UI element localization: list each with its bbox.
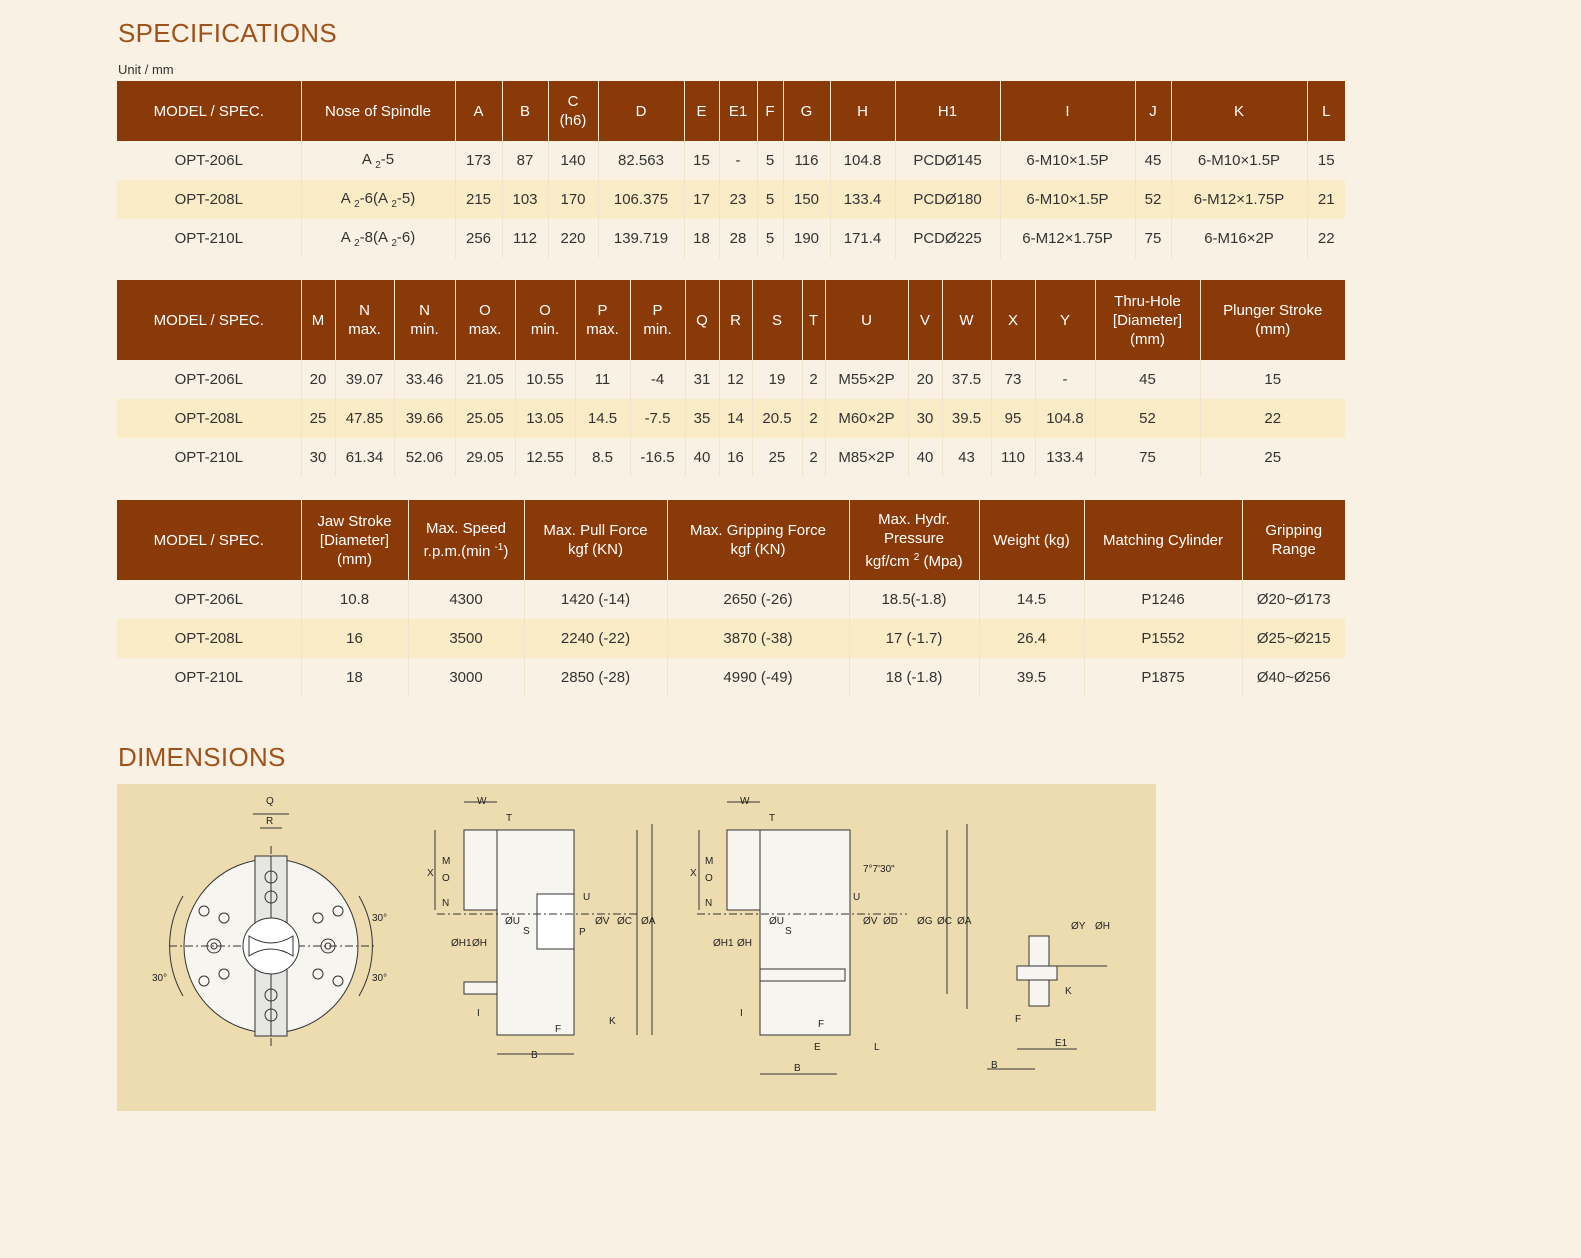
col-header-r: R (719, 280, 752, 360)
cell-h1: PCDØ225 (895, 219, 1000, 258)
cell-p-max: 11 (575, 360, 630, 399)
cell-max-speed: 3500 (408, 619, 524, 658)
cell-y: 104.8 (1035, 399, 1095, 438)
label-e1: E1 (1055, 1038, 1068, 1049)
cell-e1: 23 (719, 180, 757, 219)
cell-m: 20 (301, 360, 335, 399)
spec-table-performance (117, 500, 1345, 697)
cell-matching-cylinder: P1875 (1084, 658, 1242, 697)
cell-y: - (1035, 360, 1095, 399)
label-n: N (442, 898, 450, 909)
cell-plunger-stroke: 22 (1200, 399, 1345, 438)
cell-max-speed: 4300 (408, 580, 524, 619)
cell-model: OPT-206L (117, 360, 301, 399)
col-header-gripping-range: Gripping Range (1242, 500, 1345, 580)
cell-max-pull-force: 2240 (-22) (524, 619, 667, 658)
label-m: M (442, 856, 451, 867)
cell-max-gripping-force: 2650 (-26) (667, 580, 849, 619)
cell-g: 150 (783, 180, 830, 219)
cell-x: 73 (991, 360, 1035, 399)
table-row (117, 438, 1345, 477)
cell-a: 173 (455, 141, 502, 180)
cell-h1: PCDØ145 (895, 141, 1000, 180)
cell-h: 104.8 (830, 141, 895, 180)
cell-k: 6-M12×1.75P (1171, 180, 1307, 219)
cell-thru-hole: 52 (1095, 399, 1200, 438)
col-header-max-pull-force: Max. Pull Force kgf (KN) (524, 500, 667, 580)
cell-f: 5 (757, 180, 783, 219)
table-row (117, 360, 1345, 399)
cell-k: 6-M10×1.5P (1171, 141, 1307, 180)
label-dia-u: ØU (769, 916, 784, 927)
col-header-a: A (455, 81, 502, 141)
cell-matching-cylinder: P1552 (1084, 619, 1242, 658)
cell-w: 37.5 (942, 360, 991, 399)
cell-u: M60×2P (825, 399, 908, 438)
cell-i: 6-M10×1.5P (1000, 180, 1135, 219)
cell-m: 30 (301, 438, 335, 477)
col-header-max-gripping-force: Max. Gripping Force kgf (KN) (667, 500, 849, 580)
label-u: U (583, 892, 591, 903)
table-header-row (117, 500, 1345, 580)
dimensions-drawing (117, 784, 1156, 1111)
label-b: B (991, 1060, 998, 1071)
col-header-e1: E1 (719, 81, 757, 141)
cell-c: 140 (548, 141, 598, 180)
cell-v: 20 (908, 360, 942, 399)
cell-o-min: 13.05 (515, 399, 575, 438)
cell-e1: - (719, 141, 757, 180)
cell-i: 6-M10×1.5P (1000, 141, 1135, 180)
col-header-k: K (1171, 81, 1307, 141)
cell-model: OPT-206L (117, 141, 301, 180)
spec-table-dimensions-a-l (117, 81, 1345, 258)
cell-jaw-stroke: 16 (301, 619, 408, 658)
col-header-p-max: P max. (575, 280, 630, 360)
label-dia-h: ØH (1095, 921, 1110, 932)
cell-p-max: 8.5 (575, 438, 630, 477)
label-dia-h1: ØH1 (713, 938, 734, 949)
label-m: M (705, 856, 714, 867)
label-dia-h: ØH (737, 938, 752, 949)
col-header-d: D (598, 81, 684, 141)
cell-u: M85×2P (825, 438, 908, 477)
cell-s: 20.5 (752, 399, 802, 438)
cell-o-min: 12.55 (515, 438, 575, 477)
cell-weight: 26.4 (979, 619, 1084, 658)
cell-a: 215 (455, 180, 502, 219)
col-header-i: I (1000, 81, 1135, 141)
col-header-e: E (684, 81, 719, 141)
cell-jaw-stroke: 10.8 (301, 580, 408, 619)
label-t: T (506, 813, 513, 824)
label-angle-30: 30° (372, 913, 388, 924)
cell-q: 40 (685, 438, 719, 477)
col-header-y: Y (1035, 280, 1095, 360)
label-f: F (818, 1019, 825, 1030)
cell-e: 15 (684, 141, 719, 180)
label-k: K (1065, 986, 1072, 997)
cell-n-max: 39.07 (335, 360, 394, 399)
col-header-l: L (1307, 81, 1345, 141)
cell-r: 16 (719, 438, 752, 477)
cell-q: 35 (685, 399, 719, 438)
col-header-h: H (830, 81, 895, 141)
dimensions-title: DIMENSIONS (118, 742, 286, 772)
cell-spindle: A $_2$-8(A $_2$-6) (301, 219, 455, 258)
cell-model: OPT-210L (117, 658, 301, 697)
cell-max-pull-force: 2850 (-28) (524, 658, 667, 697)
label-e: E (814, 1042, 821, 1053)
col-header-max-speed: Max. Speed r.p.m.(min $^{-1}$) (408, 500, 524, 580)
cell-max-pull-force: 1420 (-14) (524, 580, 667, 619)
cell-n-min: 33.46 (394, 360, 455, 399)
cell-g: 116 (783, 141, 830, 180)
label-x: X (690, 868, 697, 879)
cell-p-min: -16.5 (630, 438, 685, 477)
cell-e: 17 (684, 180, 719, 219)
cell-d: 106.375 (598, 180, 684, 219)
col-header-x: X (991, 280, 1035, 360)
cell-a: 256 (455, 219, 502, 258)
cell-l: 21 (1307, 180, 1345, 219)
label-dia-h1: ØH1 (451, 938, 472, 949)
col-header-q: Q (685, 280, 719, 360)
label-u: U (853, 892, 861, 903)
cell-w: 39.5 (942, 399, 991, 438)
cell-weight: 39.5 (979, 658, 1084, 697)
cell-t: 2 (802, 438, 825, 477)
cell-gripping-range: Ø20~Ø173 (1242, 580, 1345, 619)
cell-h1: PCDØ180 (895, 180, 1000, 219)
label-dia-g: ØG (917, 916, 933, 927)
label-x: X (427, 868, 434, 879)
label-angle: 7°7'30" (863, 864, 895, 875)
cell-e1: 28 (719, 219, 757, 258)
cell-n-max: 61.34 (335, 438, 394, 477)
cell-model: OPT-206L (117, 580, 301, 619)
label-b: B (531, 1050, 538, 1061)
spec-table-dimensions-m-y (117, 280, 1345, 477)
label-s: S (785, 926, 792, 937)
table-row (117, 580, 1345, 619)
col-header-v: V (908, 280, 942, 360)
cell-q: 31 (685, 360, 719, 399)
cell-matching-cylinder: P1246 (1084, 580, 1242, 619)
col-header-u: U (825, 280, 908, 360)
cell-i: 6-M12×1.75P (1000, 219, 1135, 258)
cell-x: 110 (991, 438, 1035, 477)
table-row (117, 180, 1345, 219)
cell-max-hydr-pressure: 17 (-1.7) (849, 619, 979, 658)
cell-d: 82.563 (598, 141, 684, 180)
cell-f: 5 (757, 141, 783, 180)
cell-thru-hole: 75 (1095, 438, 1200, 477)
label-dia-u: ØU (505, 916, 520, 927)
cell-spindle: A $_2$-5 (301, 141, 455, 180)
label-dia-v: ØV (595, 916, 610, 927)
cell-n-min: 39.66 (394, 399, 455, 438)
col-header-model: MODEL / SPEC. (117, 500, 301, 580)
label-dia-a: ØA (641, 916, 656, 927)
col-header-b: B (502, 81, 548, 141)
cell-weight: 14.5 (979, 580, 1084, 619)
cell-s: 25 (752, 438, 802, 477)
cell-y: 133.4 (1035, 438, 1095, 477)
table-row (117, 658, 1345, 697)
cell-model: OPT-210L (117, 219, 301, 258)
cell-m: 25 (301, 399, 335, 438)
cell-max-gripping-force: 3870 (-38) (667, 619, 849, 658)
label-s: S (523, 926, 530, 937)
table-header-row (117, 280, 1345, 360)
cell-plunger-stroke: 25 (1200, 438, 1345, 477)
label-w: W (740, 796, 750, 807)
col-header-w: W (942, 280, 991, 360)
label-dia-v: ØV (863, 916, 878, 927)
table-row (117, 141, 1345, 180)
cell-n-max: 47.85 (335, 399, 394, 438)
cell-b: 87 (502, 141, 548, 180)
label-angle-30: 30° (372, 973, 388, 984)
label-q: Q (266, 796, 274, 807)
cell-s: 19 (752, 360, 802, 399)
cell-c: 170 (548, 180, 598, 219)
cell-e: 18 (684, 219, 719, 258)
table-header-row (117, 81, 1345, 141)
table-row (117, 399, 1345, 438)
cell-o-min: 10.55 (515, 360, 575, 399)
cell-thru-hole: 45 (1095, 360, 1200, 399)
cell-max-hydr-pressure: 18.5(-1.8) (849, 580, 979, 619)
col-header-model: MODEL / SPEC. (117, 280, 301, 360)
cell-f: 5 (757, 219, 783, 258)
cell-h: 171.4 (830, 219, 895, 258)
label-i: I (477, 1008, 480, 1019)
col-header-m: M (301, 280, 335, 360)
cell-spindle: A $_2$-6(A $_2$-5) (301, 180, 455, 219)
cell-model: OPT-210L (117, 438, 301, 477)
col-header-f: F (757, 81, 783, 141)
cell-b: 103 (502, 180, 548, 219)
cell-p-min: -7.5 (630, 399, 685, 438)
cell-c: 220 (548, 219, 598, 258)
label-dia-a: ØA (957, 916, 972, 927)
label-r: R (266, 816, 274, 827)
cell-j: 45 (1135, 141, 1171, 180)
cell-w: 43 (942, 438, 991, 477)
cell-o-max: 25.05 (455, 399, 515, 438)
cell-u: M55×2P (825, 360, 908, 399)
col-header-spindle: Nose of Spindle (301, 81, 455, 141)
label-o: O (442, 873, 450, 884)
cell-l: 15 (1307, 141, 1345, 180)
label-dia-c: ØC (937, 916, 952, 927)
cell-jaw-stroke: 18 (301, 658, 408, 697)
col-header-n-max: N max. (335, 280, 394, 360)
label-t: T (769, 813, 776, 824)
cell-model: OPT-208L (117, 180, 301, 219)
label-f: F (555, 1024, 562, 1035)
label-angle-30: 30° (152, 973, 168, 984)
label-o: O (705, 873, 713, 884)
cell-p-min: -4 (630, 360, 685, 399)
label-w: W (477, 796, 487, 807)
col-header-weight: Weight (kg) (979, 500, 1084, 580)
col-header-o-min: O min. (515, 280, 575, 360)
col-header-p-min: P min. (630, 280, 685, 360)
col-header-t: T (802, 280, 825, 360)
label-b: B (794, 1063, 801, 1074)
cell-l: 22 (1307, 219, 1345, 258)
col-header-n-min: N min. (394, 280, 455, 360)
col-header-thru-hole: Thru-Hole [Diameter] (mm) (1095, 280, 1200, 360)
label-p: P (579, 927, 586, 938)
col-header-model: MODEL / SPEC. (117, 81, 301, 141)
cell-gripping-range: Ø25~Ø215 (1242, 619, 1345, 658)
cell-j: 75 (1135, 219, 1171, 258)
cell-d: 139.719 (598, 219, 684, 258)
cell-r: 14 (719, 399, 752, 438)
table-row (117, 219, 1345, 258)
cell-k: 6-M16×2P (1171, 219, 1307, 258)
col-header-j: J (1135, 81, 1171, 141)
cell-o-max: 21.05 (455, 360, 515, 399)
label-dia-h: ØH (472, 938, 487, 949)
section-view-1 (435, 802, 652, 1054)
cell-t: 2 (802, 399, 825, 438)
label-i: I (740, 1008, 743, 1019)
detail-view-adapter (987, 936, 1107, 1069)
cell-max-speed: 3000 (408, 658, 524, 697)
unit-label: Unit / mm (118, 62, 174, 77)
cell-gripping-range: Ø40~Ø256 (1242, 658, 1345, 697)
cell-n-min: 52.06 (394, 438, 455, 477)
cell-r: 12 (719, 360, 752, 399)
cell-t: 2 (802, 360, 825, 399)
col-header-g: G (783, 81, 830, 141)
label-n: N (705, 898, 713, 909)
label-k: K (609, 1016, 616, 1027)
cell-model: OPT-208L (117, 399, 301, 438)
col-header-matching-cylinder: Matching Cylinder (1084, 500, 1242, 580)
cell-o-max: 29.05 (455, 438, 515, 477)
cell-b: 112 (502, 219, 548, 258)
cell-x: 95 (991, 399, 1035, 438)
col-header-h1: H1 (895, 81, 1000, 141)
col-header-max-hydr-pressure: Max. Hydr. Pressure kgf/cm $^2$ (Mpa) (849, 500, 979, 580)
cell-model: OPT-208L (117, 619, 301, 658)
col-header-o-max: O max. (455, 280, 515, 360)
cell-h: 133.4 (830, 180, 895, 219)
label-dia-y: ØY (1071, 921, 1086, 932)
col-header-c: C (h6) (548, 81, 598, 141)
cell-max-gripping-force: 4990 (-49) (667, 658, 849, 697)
table-row (117, 619, 1345, 658)
cell-g: 190 (783, 219, 830, 258)
cell-plunger-stroke: 15 (1200, 360, 1345, 399)
cell-p-max: 14.5 (575, 399, 630, 438)
label-dia-c: ØC (617, 916, 632, 927)
label-l: L (874, 1042, 880, 1053)
technical-drawing (117, 784, 1156, 1111)
col-header-plunger-stroke: Plunger Stroke (mm) (1200, 280, 1345, 360)
front-view-chuck (169, 814, 375, 1046)
cell-j: 52 (1135, 180, 1171, 219)
label-dia-d: ØD (883, 916, 898, 927)
label-f: F (1015, 1014, 1022, 1025)
col-header-s: S (752, 280, 802, 360)
cell-v: 30 (908, 399, 942, 438)
cell-v: 40 (908, 438, 942, 477)
specifications-title: SPECIFICATIONS (118, 18, 337, 48)
col-header-jaw-stroke: Jaw Stroke [Diameter] (mm) (301, 500, 408, 580)
cell-max-hydr-pressure: 18 (-1.8) (849, 658, 979, 697)
